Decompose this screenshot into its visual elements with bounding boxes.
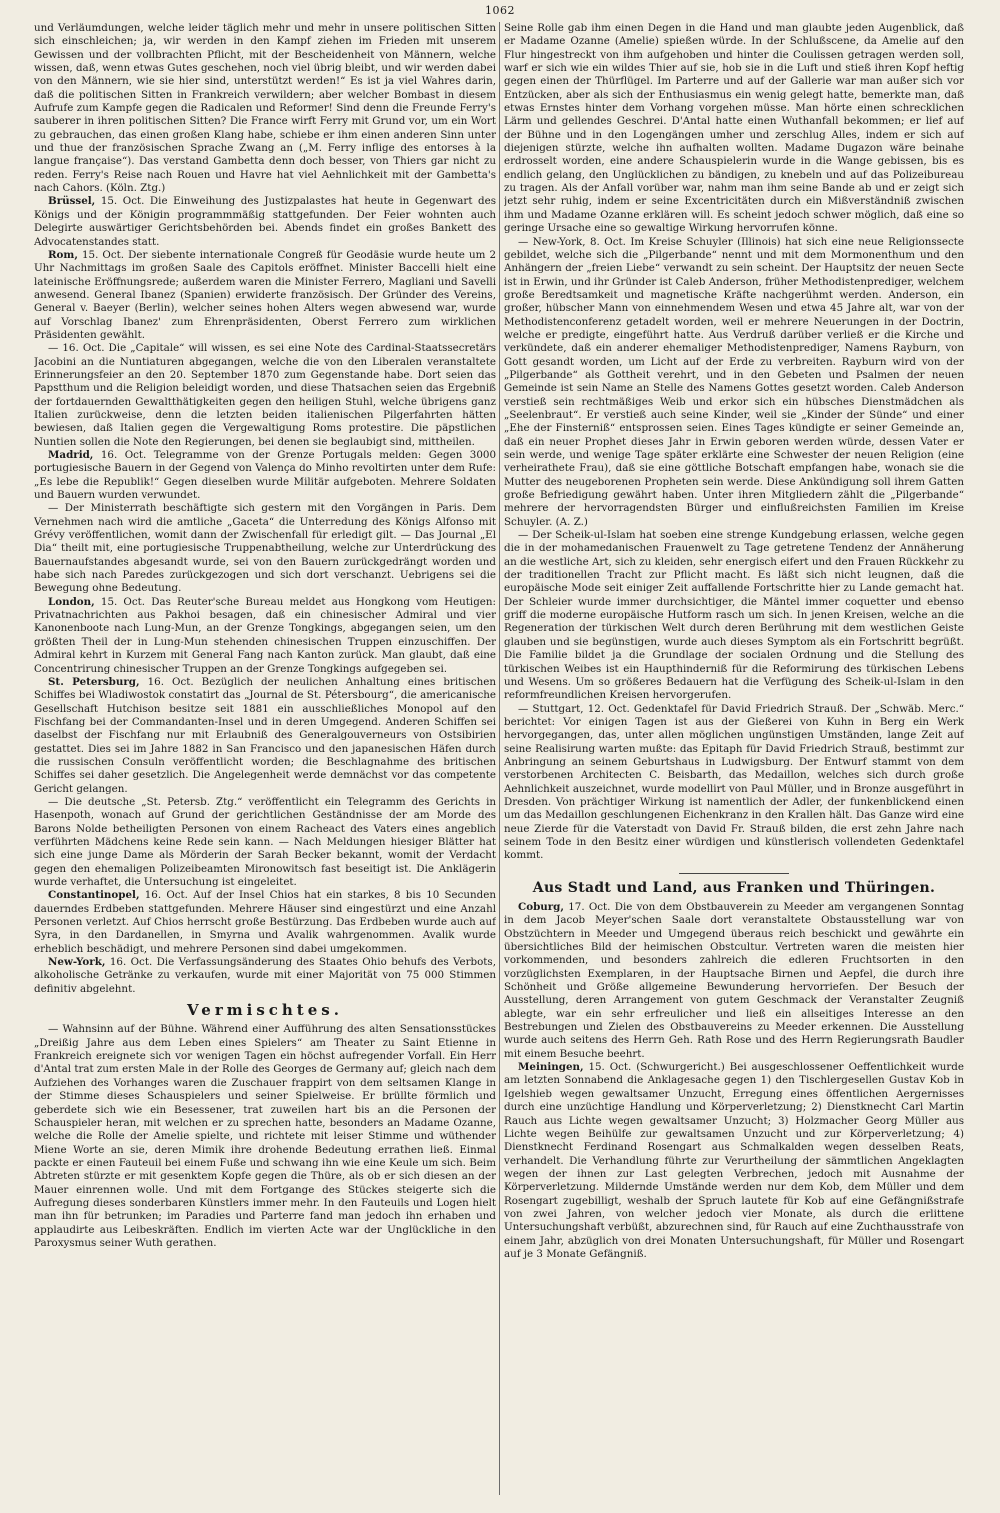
article-text: 15. Oct. Das Reuter'sche Bureau meldet aus Hongkong vom Heutigen: Privatnachrichten aus Pakhoi besagen, daß ein chinesischer Admiral und vier Kanonenboote nach Lung-Mun, an der Grenze Tongkings, abgegangen seien, um den größten Theil der in Lung-Mun stehenden chinesischen Truppen einzuschiffen. Der Admiral kehrt in Kurzem mit General Fang nach Kanton zurück. Man glaubt, daß eine Concentrirung chinesischer Truppen an der Grenze Tongkings aufgegeben sei. xyxy=(34,595,496,675)
article-paragraph: Seine Rolle gab ihm einen Degen in die Hand und man glaubte jeden Augenblick, daß er Madame Ozanne (Amelie) spießen würde. In der Schlußscene, da Amelie auf den Flur hingestreckt von ihm aufgehoben und hinter die Coulissen getragen werden soll, warf er sich wie ein wildes Thier auf sie, hob sie in die Luft und stieß ihren Kopf heftig gegen einen der Thürflügel. Im Parterre und auf der Gallerie war man außer sich vor Entzücken, aber als sich der Enthusiasmus ein wenig gelegt hatte, bemerkte man, daß etwas Ernstes hinter dem Vorhang vorgehen müsse. Man hörte einen schrecklichen Lärm und gellendes Geschrei. D'Antal hatte einen Wuthanfall bekommen; er lief auf der Bühne und in den Logengängen umher und zerschlug Alles, indem er sich auf diejenigen stürzte, welche ihn aufhalten wollten. Madame Dugazon wäre beinahe erdrosselt worden, eine andere Schauspielerin wurde in die Wange gebissen, bis es endlich gelang, den Unglücklichen zu bändigen, zu knebeln und auf das Polizeibureau zu tragen. Als der Anfall vorüber war, nahm man ihm seine Bande ab und er zeigt sich jetzt sehr ruhig, indem er seine Excentricitäten durch ein Mißverständniß zwischen ihm und Madame Ozanne erklären will. Es scheint jedoch schwer möglich, daß eine so geringe Ursache eine so gewaltige Wirkung hervorrufen könne. xyxy=(504,22,964,235)
dateline: Brüssel, xyxy=(48,195,96,208)
article-text: 16. Oct. Telegramme von der Grenze Portugals melden: Gegen 3000 portugiesische Bauern in der Gegend von Valença do Minho revoltirten unter dem Rufe: „Es lebe die Republik!“ Gegen dieselben wurde Militär aufgeboten. Mehrere Soldaten und Bauern wurden verwundet. xyxy=(34,449,496,502)
article-text: 16. Oct. Auf der Insel Chios hat ein starkes, 8 bis 10 Secunden dauerndes Erdbeben stattgefunden. Mehrere Häuser sind eingestürzt und eine Anzahl Personen verletzt. Auf Chios herrscht große Bestürzung. Das Erdbeben wurde auch auf Syra, in den Dardanellen, in Smyrna und Avalik wahrgenommen. Avalik wurde erheblich beschädigt, und mehrere Personen sind dabei umgekommen. xyxy=(34,889,496,955)
article-text: 15. Oct. Die Einweihung des Justizpalastes hat heute in Gegenwart des Königs und der Königin programmmäßig stattgefunden. Der Feier wohnten auch Delegirte auswärtiger Gerichtsbehörden bei. Abends findet ein großes Bankett des Advocatenstandes statt. xyxy=(34,195,496,248)
article-text: 17. Oct. Die von dem Obstbauverein zu Meeder am vergangenen Sonntag in dem Jacob Meyer'schen Saale dort veranstaltete Obstausstellung war von Obstzüchtern in Meeder und Umgegend überaus reich beschickt und gewährte ein übersichtliches Bild der heimischen Obstcultur. Vertreten waren die meisten hier vorkommenden, und besonders zahlreich die edleren Fruchtsorten in den vorzüglichsten Exemplaren, in der Hauptsache Birnen und Aepfel, die durch ihre Schönheit und Größe allgemeine Bewunderung hervorriefen. Der Besuch der Ausstellung, deren Arrangement von gutem Geschmack der Veranstalter Zeugniß ablegte, war ein sehr erfreulicher und ließ ein allseitiges Interesse an den Bestrebungen und Zielen des Obstbauvereins zu Meeder erkennen. Die Ausstellung wurde auch seitens des Herrn Geh. Rath Rose und des Herrn Regierungsrath Baudler mit einem Besuche beehrt. xyxy=(504,901,964,1060)
right-column xyxy=(504,22,964,1501)
dateline: Coburg, xyxy=(518,901,564,913)
article-paragraph: — Der Scheik-ul-Islam hat soeben eine strenge Kundgebung erlassen, welche gegen die in der mohamedanischen Frauenwelt zu Tage getretene Tendenz der Annäherung an die westliche Art, sich zu kleiden, sehr energisch eifert und den Frauen Rückkehr zu der traditionellen Tracht zur Pflicht macht. Es läßt sich nicht leugnen, daß die europäische Mode seit einiger Zeit auffallende Fortschritte hier zu Lande gemacht hat. Der Schleier wurde immer durchsichtiger, die Mäntel immer coquetter und ebenso griff die moderne europäische Hutform rasch um sich. In jenen Kreisen, welche an die Regeneration der türkischen Welt durch deren Berührung mit dem westlichen Geiste glauben und sie begünstigen, wurde auch dieses Symptom als ein Fortschritt begrüßt. Die Familie bildet ja die Grundlage der socialen Ordnung und die Stellung des türkischen Weibes ist ein Haupthinderniß für die Reformirung des türkischen Lebens und Wesens. Um so größeres Bedauern hat die Verfügung des Scheik-ul-Islam in den reformfreundlichen Kreisen hervorgerufen. xyxy=(504,529,964,702)
article-paragraph xyxy=(34,889,496,956)
article-text: 16. Oct. Die Verfassungsänderung des Staates Ohio behufs des Verbots, alkoholische Getränke zu verkaufen, wurde mit einer Majorität von 75 000 Stimmen definitiv abgelehnt. xyxy=(34,956,496,995)
article-paragraph: — Die deutsche „St. Petersb. Ztg.“ veröffentlicht ein Telegramm des Gerichts in Hasenpoth, wonach auf Grund der gerichtlichen Geständnisse der am Morde des Barons Nolde betheiligten Personen von einem Racheact des Vaters eines angeblich verführten Mädchens keine Rede sein kann. — Nach Meldungen hiesiger Blätter hat sich eine junge Dame als Mörderin der Sarah Becker bekannt, womit der Verdacht gegen den ehemaligen Polizeibeamten Mironowitsch fast beseitigt ist. Die Anklägerin wurde verhaftet, die Untersuchung ist eingeleitet. xyxy=(34,795,496,888)
article-paragraph xyxy=(34,195,496,248)
article-paragraph: — New-York, 8. Oct. Im Kreise Schuyler (Illinois) hat sich eine neue Religionssecte gebildet, welche sich die „Pilgerbande“ nennt und mit dem Mormonenthum und den Anhängern der „freien Liebe“ verwandt zu sein scheint. Der Hauptsitz der neuen Secte ist in Erwin, und ihr Gründer ist Caleb Anderson, früher Methodistenprediger, welchem große Beredtsamkeit und magnetische Kräfte nachgerühmt werden. Anderson, ein großer, hübscher Mann von einnehmendem Wesen und etwa 45 Jahre alt, war von der Methodistenconferenz getadelt worden, weil er mehrere Neuerungen in der Doctrin, welche er predigte, eingeführt hatte. Aus Verdruß darüber verließ er die Kirche und verkündete, daß ein anderer ehemaliger Methodistenprediger, Namens Rayburn, von Gott gesandt worden, um Licht auf der Erde zu verbreiten. Rayburn wird von der „Pilgerbande“ als Gottheit verehrt, und in den Gebeten und Psalmen der neuen Gemeinde ist sein Name an Stelle des Namens Gottes gesetzt worden. Caleb Anderson verstieß sein rechtmäßiges Weib und erkor sich ein hübsches Dienstmädchen als „Seelenbraut“. Er verstieß auch seine Kinder, weil sie „Kinder der Sünde“ und einer „Ehe der Finsterniß“ entsprossen seien. Eines Tages kündigte er seiner Gemeinde an, daß ein neuer Prophet dieses Jahr in Erwin geboren werden würde, dessen Vater er sein werde, und wenige Tage später erklärte eine Schwester der neuen Religion (eine verheirathete Frau), daß sie eine göttliche Botschaft empfangen habe, wonach sie die Mutter des neugeborenen Propheten sein werde. Diese Ankündigung soll ihrem Gatten große Befriedigung gewährt haben. Unter ihren Mitgliedern zählt die „Pilgerbande“ mehrere der hervorragendsten Bürger und einflußreichsten Familien im Kreise Schuyler. (A. Z.) xyxy=(504,235,964,528)
dateline: London, xyxy=(48,595,95,608)
left-column xyxy=(34,22,496,1501)
article-paragraph: — Der Ministerrath beschäftigte sich gestern mit den Vorgängen in Paris. Dem Vernehmen nach wird die amtliche „Gaceta“ die Unterredung des Königs Alfonso mit Grévy veröffentlichen, womit dann der Zwischenfall für erledigt gilt. — Das Journal „El Dia“ theilt mit, eine portugiesische Truppenabtheilung, welche zur Unterdrückung des Bauernaufstandes abgesandt wurde, sei von den Bauern zurückgedrängt worden und habe sich nach Paredes zurückgezogen und sich dort verschanzt. Uebrigens sei die Bewegung ohne Bedeutung. xyxy=(34,502,496,595)
article-paragraph xyxy=(504,1061,964,1261)
section-heading-vermischtes: Vermischtes. xyxy=(187,1001,343,1020)
dateline: Rom, xyxy=(48,248,78,261)
article-text: 15. Oct. Der siebente internationale Congreß für Geodäsie wurde heute um 2 Uhr Nachmittags im großen Saale des Capitols eröffnet. Minister Baccelli hielt eine lateinische Eröffnungsrede; außerdem waren die Minister Ferrero, Magliani und Savelli anwesend. General Ibanez (Spanien) erwiderte französisch. Der Gründer des Vereins, General v. Baeyer (Berlin), welcher seines hohen Alters wegen abwesend war, wurde auf Vorschlag Ibanez' zum Ehrenpräsidenten, Oberst Ferrero zum wirklichen Präsidenten gewählt. xyxy=(34,248,496,341)
article-paragraph xyxy=(504,901,964,1061)
article-paragraph: — Stuttgart, 12. Oct. Gedenktafel für David Friedrich Strauß. Der „Schwäb. Merc.“ berichtet: Vor einigen Tagen ist aus der Gießerei von Kuhn in Berg ein Werk hervorgegangen, das, unter allen möglichen ungünstigen Umständen, lange Zeit auf seine Realisirung warten mußte: das Epitaph für David Friedrich Strauß, bestimmt zur Anbringung an seinem Geburtshaus in Ludwigsburg. Der Entwurf stammt von dem verstorbenen Architecten C. Beisbarth, das Medaillon, welches sich durch große Aehnlichkeit auszeichnet, wurde modellirt von Paul Müller, und in Bronze ausgeführt in Dresden. Von prächtiger Wirkung ist namentlich der Adler, der funkenblickend einen um das Medaillon geschlungenen Eichenkranz in den Krallen hält. Das Ganze wird eine neue Zierde für die Vaterstadt von David Fr. Strauß bilden, die erst zehn Jahre nach seinem Tode in den Besitz einer würdigen und künstlerisch vollendeten Gedenktafel kommt. xyxy=(504,702,964,862)
article-text: 15. Oct. (Schwurgericht.) Bei ausgeschlossener Oeffentlichkeit wurde am letzten Sonnabend die Anklagesache gegen 1) den Tischlergesellen Gustav Kob in Igelshieb wegen gewaltsamer Unzucht, Erregung eines öffentlichen Aergernisses durch eine unzüchtige Handlung und Körperverletzung; 2) Dienstknecht Carl Martin Rauch aus Lichte wegen gewaltsamer Unzucht; 3) Holzmacher Georg Müller aus Lichte wegen Beihülfe zur gewaltsamen Unzucht und zur Körperverletzung; 4) Dienstknecht Ferdinand Rosengart aus Schmalkalden wegen desselben Reats, verhandelt. Die Verhandlung führte zur Verurtheilung der sämmtlichen Angeklagten wegen der ihnen zur Last gelegten Verbrechen, jedoch mit Ausnahme der Körperverletzung. Mildernde Umstände werden nur dem Kob, dem Müller und dem Rosengart zugebilligt, weshalb der Spruch lautete für Kob auf eine Gefängnißstrafe von zwei Jahren, von welcher jedoch vier Monate, als durch die erlittene Untersuchungshaft verbüßt, abzurechnen sind, für Rauch auf eine Zuchthausstrafe von einem Jahr, abzüglich von drei Monaten Untersuchungshaft, für Müller und Rosengart auf je 3 Monate Gefängniß. xyxy=(504,1061,964,1260)
page-number: 1062 xyxy=(485,4,515,17)
dateline: Constantinopel, xyxy=(48,889,140,902)
dateline: Meiningen, xyxy=(518,1061,584,1074)
dateline: Madrid, xyxy=(48,449,94,461)
section-divider xyxy=(679,873,789,874)
article-paragraph: und Verläumdungen, welche leider täglich mehr und mehr in unsere politischen Sitten sich einschleichen; ja, wir werden in den Kampf ziehen im Frieden mit unserem Gewissen und der vollbrachten Pflicht, mit der Bescheidenheit von Männern, welche wissen, daß, wenn etwas Gutes geschehen, noch viel übrig bleibt, und wir werden dabei von den Männern, wie sie hier sind, unterstützt werden!“ Es ist ja viel Wahres darin, daß die politischen Sitten in Frankreich verwildern; aber welcher Bombast in diesem Aufrufe zum Kampfe gegen die Radicalen und Reformer! Sind denn die Freunde Ferry's sauberer in ihren politischen Sitten? Die France wirft Ferry mit Grund vor, um ein Wort zu gebrauchen, das einen großen Klang habe, schiebe er ihm einen anderen Sinn unter und thue der französischen Sprache Zwang an („M. Ferry inflige des entorses à la langue française“). Das verstand Gambetta denn doch besser, von Thiers gar nicht zu reden. Ferry's Reise nach Rouen und Havre hat viel Aehnlichkeit mit der Gambetta's nach Cahors. (Köln. Ztg.) xyxy=(34,22,496,195)
article-paragraph: — Wahnsinn auf der Bühne. Während einer Aufführung des alten Sensationsstückes „Dreißig Jahre aus dem Leben eines Spielers“ am Theater zu Saint Etienne in Frankreich ereignete sich vor wenigen Tagen ein höchst aufregender Vorfall. Ein Herr d'Antal trat zum ersten Male in der Rolle des Georges de Germany auf; gleich nach dem Aufziehen des Vorhanges waren die Zuschauer frappirt von dem seltsamen Klange in der Stimme dieses Schauspielers und seiner Spielweise. Er brüllte förmlich und geberdete sich wie ein Besessener, trat zuweilen hart bis an die Personen der Schauspieler heran, mit welchen er zu sprechen hatte, besonders an Madame Ozanne, welche die Rolle der Amelie spielte, und richtete mit leiser Stimme und wüthender Miene Worte an sie, deren Mimik ihre drohende Bedeutung errathen ließ. Einmal packte er einen Fauteuil bei einem Fuße und schwang ihn wie eine Keule um sich. Beim Abtreten stürzte er mit gesenktem Kopfe gegen die Thüre, als ob er sich diesen an der Mauer einrennen wolle. Und mit dem Fortgange des Stückes steigerte sich die Aufregung dieses sonderbaren Künstlers immer mehr. In den Fauteuils und Logen hielt man ihn für betrunken; im Paradies und Parterre fand man jedoch ihn erhaben und applaudirte aus Leibeskräften. Endlich im vierten Acte war der Unglückliche in den Paroxysmus seiner Wuth gerathen. xyxy=(34,1023,496,1249)
dateline: St. Petersburg, xyxy=(48,675,140,688)
article-paragraph xyxy=(34,449,496,502)
article-paragraph: — 16. Oct. Die „Capitale“ will wissen, es sei eine Note des Cardinal-Staatssecretärs Jacobini an die Nuntiaturen abgegangen, welche die von den Liberalen veranstaltete Erinnerungsfeier an den 20. September 1870 zum Gegenstande habe. Dort seien das Papstthum und die Religion beleidigt worden, und diese Thatsachen seien das Ergebniß der fortdauernden Gewaltthätigkeiten gegen den heiligen Stuhl, welche übrigens ganz Italien zurückweise, denn die letzten beiden italienischen Pilgerfahrten hätten bewiesen, daß Italien gegen die Vergewaltigung Roms protestire. Die päpstlichen Nuntien sollen die Note den Regierungen, bei denen sie beglaubigt sind, mittheilen. xyxy=(34,342,496,448)
article-paragraph xyxy=(34,596,496,676)
article-paragraph xyxy=(34,956,496,996)
article-paragraph xyxy=(34,249,496,342)
column-divider xyxy=(499,22,500,1495)
section-heading-stadt-und-land: Aus Stadt und Land, aus Franken und Thüringen. xyxy=(532,879,936,896)
dateline: New-York, xyxy=(48,956,106,969)
article-text: 16. Oct. Bezüglich der neulichen Anhaltung eines britischen Schiffes bei Wladiwostok constatirt das „Journal de St. Pétersbourg“, die americanische Gesellschaft Hutchison besitze seit 1881 ein ausschließliches Monopol auf den Fischfang bei der Commandanten-Insel und in deren Umgegend. Anderen Schiffen sei daselbst der Fischfang nur mit Erlaubniß des Generalgouverneurs von Ostsibirien gestattet. Dies sei im Jahre 1882 in San Francisco und den japanesischen Häfen durch die russischen Consuln veröffentlicht worden; die Beschlagnahme des britischen Schiffes sei daher gesetzlich. Die Angelegenheit werde demnächst vor das competente Gericht gelangen. xyxy=(34,675,496,795)
article-paragraph xyxy=(34,676,496,796)
